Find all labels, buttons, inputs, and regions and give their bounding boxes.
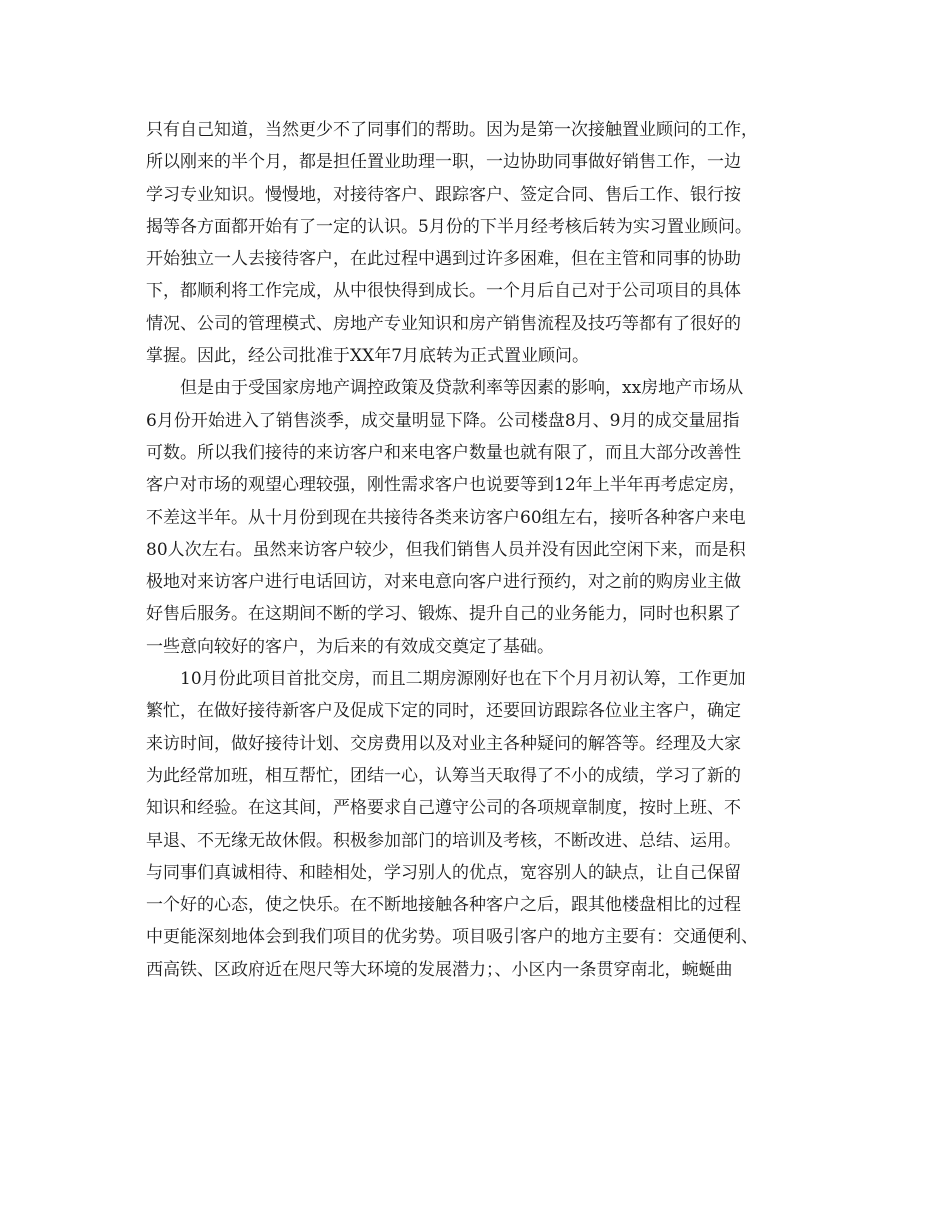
text-line: 80人次左右。虽然来访客户较少，但我们销售人员并没有因此空闲下来，而是积 <box>146 539 746 560</box>
paragraph-2 <box>146 372 826 663</box>
text-line: 只有自己知道，当然更少不了同事们的帮助。因为是第一次接触置业顾问的工作， <box>146 120 758 140</box>
text-line: 一些意向较好的客户，为后来的有效成交奠定了基础。 <box>146 636 554 657</box>
text-line: 好售后服务。在这期间不断的学习、锻炼、提升自己的业务能力，同时也积累了 <box>146 604 741 625</box>
text-line: 客户对市场的观望心理较强，刚性需求客户也说要等到12年上半年再考虑定房， <box>146 475 746 496</box>
text-line: 掌握。因此，经公司批准于XX年7月底转为正式置业顾问。 <box>146 346 590 367</box>
text-line: 来访时间，做好接待计划、交房费用以及对业主各种疑问的解答等。经理及大家 <box>146 733 741 754</box>
text-line: 西高铁、区政府近在咫尺等大环境的发展潜力；、小区内一条贯穿南北，蜿蜒曲 <box>146 959 733 980</box>
text-line: 一个好的心态，使之快乐。在不断地接触各种客户之后，跟其他楼盘相比的过程 <box>146 895 741 916</box>
text-line: 但是由于受国家房地产调控政策及贷款利率等因素的影响，xx房地产市场从 <box>180 378 744 399</box>
text-line: 情况、公司的管理模式、房地产专业知识和房产销售流程及技巧等都有了很好的 <box>146 313 741 334</box>
text-line: 揭等各方面都开始有了一定的认识。5月份的下半月经考核后转为实习置业顾问。 <box>146 216 752 237</box>
text-line: 10月份此项目首批交房，而且二期房源刚好也在下个月月初认筹，工作更加 <box>180 669 746 690</box>
text-line: 知识和经验。在这其间，严格要求自己遵守公司的各项规章制度，按时上班、不 <box>146 798 741 819</box>
text-line: 与同事们真诚相待、和睦相处，学习别人的优点，宽容别人的缺点，让自己保留 <box>146 862 741 883</box>
text-line: 繁忙，在做好接待新客户及促成下定的同时，还要回访跟踪各位业主客户，确定 <box>146 701 741 722</box>
text-line: 下，都顺利将工作完成，从中很快得到成长。一个月后自己对于公司项目的具体 <box>146 281 741 302</box>
text-line: 学习专业知识。慢慢地，对接待客户、跟踪客户、签定合同、售后工作、银行按 <box>146 184 741 205</box>
text-line: 早退、不无缘无故休假。积极参加部门的培训及考核，不断改进、总结、运用。 <box>146 830 741 851</box>
text-line: 6月份开始进入了销售淡季，成交量明显下降。公司楼盘8月、9月的成交量屈指 <box>146 410 740 431</box>
text-line: 中更能深刻地体会到我们项目的优劣势。项目吸引客户的地方主要有：交通便利、 <box>146 927 758 948</box>
body-text <box>146 114 826 986</box>
paragraph-3 <box>146 663 826 986</box>
text-line: 为此经常加班，相互帮忙，团结一心，认筹当天取得了不小的成绩，学习了新的 <box>146 765 741 786</box>
text-line: 开始独立一人去接待客户，在此过程中遇到过许多困难，但在主管和同事的协助 <box>146 249 741 270</box>
text-line: 可数。所以我们接待的来访客户和来电客户数量也就有限了，而且大部分改善性 <box>146 442 741 463</box>
text-line: 不差这半年。从十月份到现在共接待各类来访客户60组左右，接听各种客户来电 <box>146 507 746 528</box>
text-line: 极地对来访客户进行电话回访，对来电意向客户进行预约，对之前的购房业主做 <box>146 572 741 593</box>
paragraph-1 <box>146 114 826 372</box>
text-line: 所以刚来的半个月，都是担任置业助理一职，一边协助同事做好销售工作，一边 <box>146 152 741 173</box>
